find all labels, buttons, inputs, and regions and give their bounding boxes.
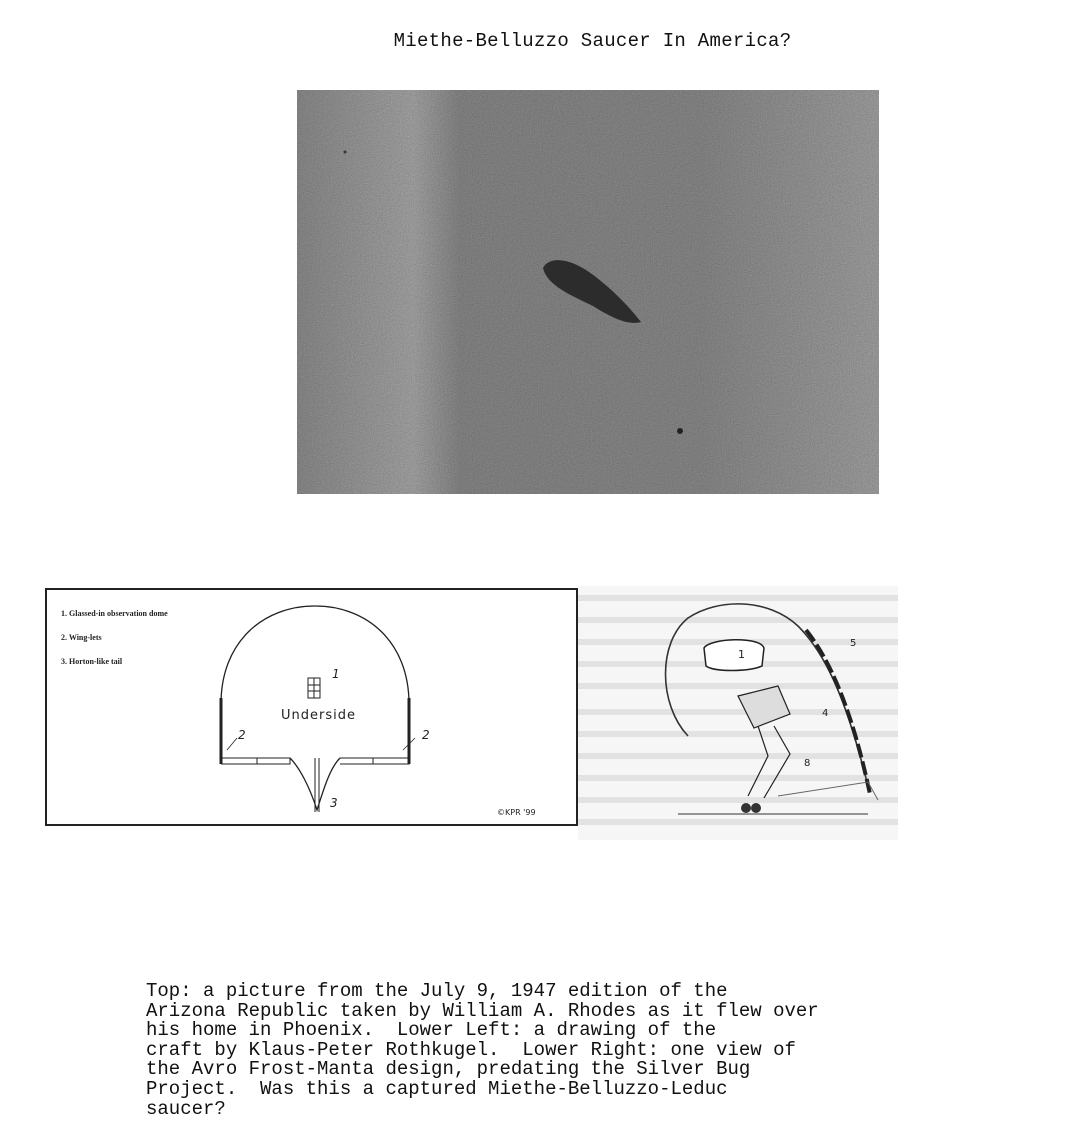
caption-line: Project. Was this a captured Miethe-Belluzzo-Leduc [146,1077,728,1100]
caption-line: Top: a picture from the July 9, 1947 edition of the [146,980,728,1002]
ufo-photograph [297,90,879,494]
caption-line: Arizona Republic taken by William A. Rhodes as it flew over [146,999,819,1022]
label-2-left: 2 [238,728,246,742]
rothkugel-drawing [45,588,578,826]
svg-text:8: 8 [804,758,811,769]
svg-text:1: 1 [738,648,745,661]
legend [61,602,168,674]
copyright-mark: ©KPR '99 [497,808,536,817]
label-3: 3 [330,796,338,810]
legend-item: 1. Glassed-in observation dome [61,609,168,618]
avro-frost-manta-sketch [578,586,898,840]
caption-line: saucer? [146,1097,226,1120]
label-underside: Underside [281,708,356,723]
legend-item: 3. Horton-like tail [61,657,123,666]
svg-text:4: 4 [822,708,829,719]
caption-line: the Avro Frost-Manta design, predating the Silver Bug [146,1058,751,1081]
label-2-right: 2 [422,728,430,742]
label-1: 1 [332,667,340,681]
page-title: Miethe-Belluzzo Saucer In America? [393,30,792,52]
caption-line: craft by Klaus-Peter Rothkugel. Lower Right: one view of [146,1038,796,1061]
legend-item: 2. Wing-lets [61,633,102,642]
caption [146,982,1046,1119]
caption-line: his home in Phoenix. Lower Left: a drawing of the [146,1019,717,1042]
svg-text:5: 5 [850,638,857,649]
